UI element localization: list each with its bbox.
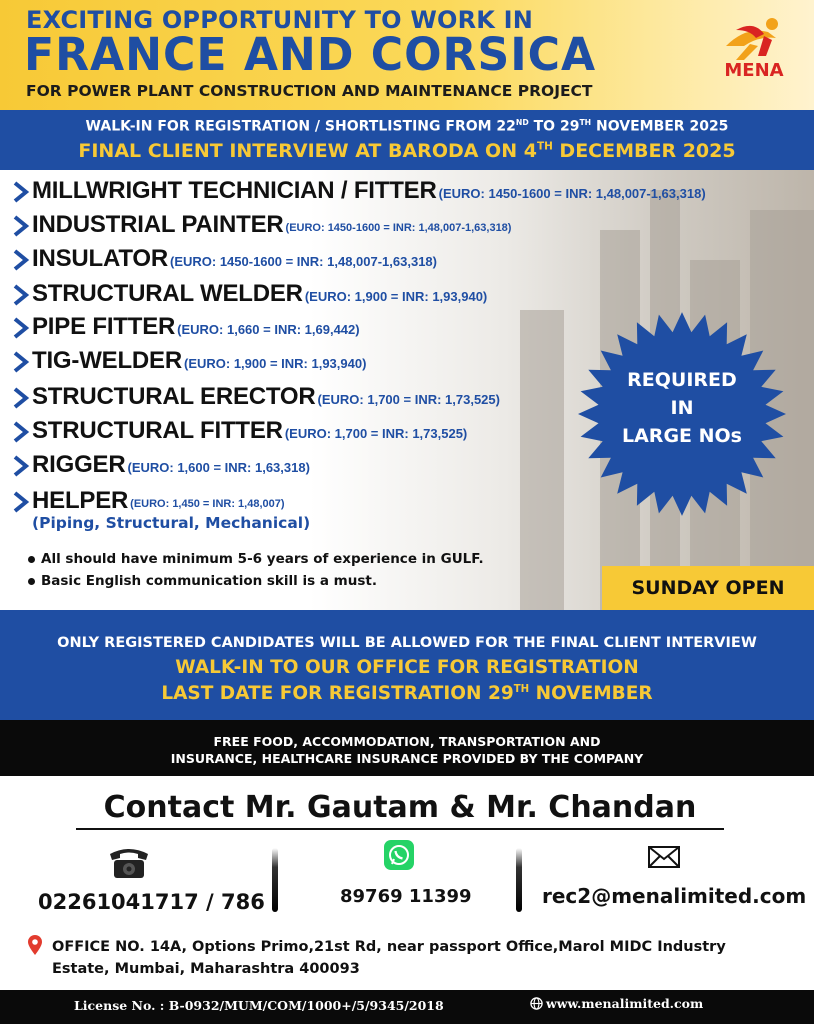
job-title: STRUCTURAL FITTER — [32, 417, 283, 444]
logo-text: MENA — [724, 60, 784, 81]
chevron-right-icon — [12, 214, 30, 238]
job-title: INDUSTRIAL PAINTER — [32, 211, 284, 238]
job-item — [12, 450, 310, 478]
phone-number[interactable]: 02261041717 / 786 — [38, 890, 265, 914]
job-salary: (EURO: 1,450 = INR: 1,48,007) — [130, 498, 285, 510]
job-title: PIPE FITTER — [32, 313, 176, 340]
job-salary: (EURO: 1450-1600 = INR: 1,48,007-1,63,318) — [438, 186, 706, 201]
job-title: MILLWRIGHT TECHNICIAN / FITTER — [32, 177, 437, 204]
job-salary: (EURO: 1,900 = INR: 1,93,940) — [304, 289, 488, 304]
headline-main: FRANCE AND CORSICA — [24, 28, 597, 81]
job-item — [12, 279, 487, 307]
chevron-right-icon — [12, 248, 30, 272]
job-title: STRUCTURAL WELDER — [32, 280, 303, 307]
job-item — [12, 312, 360, 340]
sunday-open-badge: SUNDAY OPEN — [602, 566, 814, 610]
job-item — [12, 416, 467, 444]
chevron-right-icon — [12, 180, 30, 204]
job-salary: (EURO: 1450-1600 = INR: 1,48,007-1,63,318) — [285, 222, 512, 234]
headline-intro: EXCITING OPPORTUNITY TO WORK IN — [26, 6, 534, 34]
chevron-right-icon — [12, 283, 30, 307]
chevron-right-icon — [12, 316, 30, 340]
running-figure-icon — [706, 16, 802, 66]
job-item — [12, 210, 511, 238]
requirements-list — [28, 548, 484, 592]
benefits-line: FREE FOOD, ACCOMMODATION, TRANSPORTATION AND — [213, 734, 601, 749]
job-salary: (EURO: 1450-1600 = INR: 1,48,007-1,63,318) — [169, 254, 437, 269]
chevron-right-icon — [12, 454, 30, 478]
job-salary: (EURO: 1,900 = INR: 1,93,940) — [183, 356, 367, 371]
notice-registered-only: ONLY REGISTERED CANDIDATES WILL BE ALLOWED FOR THE FINAL CLIENT INTERVIEW — [57, 635, 757, 651]
job-salary: (EURO: 1,700 = INR: 1,73,525) — [284, 426, 468, 441]
notice-walk-in: WALK-IN TO OUR OFFICE FOR REGISTRATION — [175, 657, 639, 678]
job-title: INSULATOR — [32, 245, 168, 272]
whatsapp-number[interactable]: 89769 11399 — [340, 886, 472, 907]
job-title: STRUCTURAL ERECTOR — [32, 383, 316, 410]
contact-title: Contact Mr. Gautam & Mr. Chandan — [103, 790, 697, 825]
job-salary: (EURO: 1,600 = INR: 1,63,318) — [127, 460, 310, 475]
requirement-item: All should have minimum 5-6 years of experience in GULF. — [28, 548, 484, 570]
contact-divider — [272, 848, 278, 912]
job-title: TIG-WELDER — [32, 347, 182, 374]
office-address: OFFICE NO. 14A, Options Primo,21st Rd, near passport Office,Marol MIDC Industry Estate, Mumbai, Maharashtra 400093 — [52, 939, 726, 977]
job-item — [12, 382, 500, 410]
notice-last-date: LAST DATE FOR REGISTRATION 29TH NOVEMBER — [161, 683, 653, 704]
benefits-line: INSURANCE, HEALTHCARE INSURANCE PROVIDED BY THE COMPANY — [170, 751, 644, 766]
job-item — [12, 244, 437, 272]
location-pin-icon — [26, 934, 44, 956]
job-salary: (EURO: 1,660 = INR: 1,69,442) — [177, 322, 360, 337]
mail-icon — [648, 846, 680, 868]
job-item — [12, 346, 366, 374]
badge-text: REQUIRED IN LARGE NOs — [622, 369, 742, 447]
contact-divider — [516, 848, 522, 912]
registration-dates: WALK-IN FOR REGISTRATION / SHORTLISTING FROM 22ND TO 29TH NOVEMBER 2025 — [85, 118, 729, 135]
bullet-icon — [28, 556, 35, 563]
chevron-right-icon — [12, 350, 30, 374]
chevron-right-icon — [12, 490, 30, 514]
chevron-right-icon — [12, 420, 30, 444]
job-item — [12, 486, 285, 514]
license-number: License No. : B-0932/MUM/COM/1000+/5/9345/2018 — [74, 998, 444, 1013]
job-salary: (EURO: 1,700 = INR: 1,73,525) — [317, 392, 500, 407]
contact-underline — [76, 828, 724, 830]
chevron-right-icon — [12, 386, 30, 410]
helper-categories: (Piping, Structural, Mechanical) — [32, 514, 311, 532]
telephone-icon — [106, 844, 152, 880]
globe-icon — [530, 997, 543, 1010]
requirement-item: Basic English communication skill is a must. — [28, 570, 484, 592]
interview-date: FINAL CLIENT INTERVIEW AT BARODA ON 4TH DECEMBER 2025 — [78, 140, 736, 162]
job-title: RIGGER — [32, 451, 126, 478]
bullet-icon — [28, 578, 35, 585]
job-item — [12, 176, 706, 204]
email-address[interactable]: rec2@menalimited.com — [542, 884, 807, 908]
job-title: HELPER — [32, 487, 129, 514]
headline-project: FOR POWER PLANT CONSTRUCTION AND MAINTENANCE PROJECT — [26, 82, 593, 100]
mena-logo — [706, 16, 802, 82]
website-link[interactable]: www.menalimited.com — [530, 996, 703, 1011]
whatsapp-icon — [384, 840, 414, 870]
